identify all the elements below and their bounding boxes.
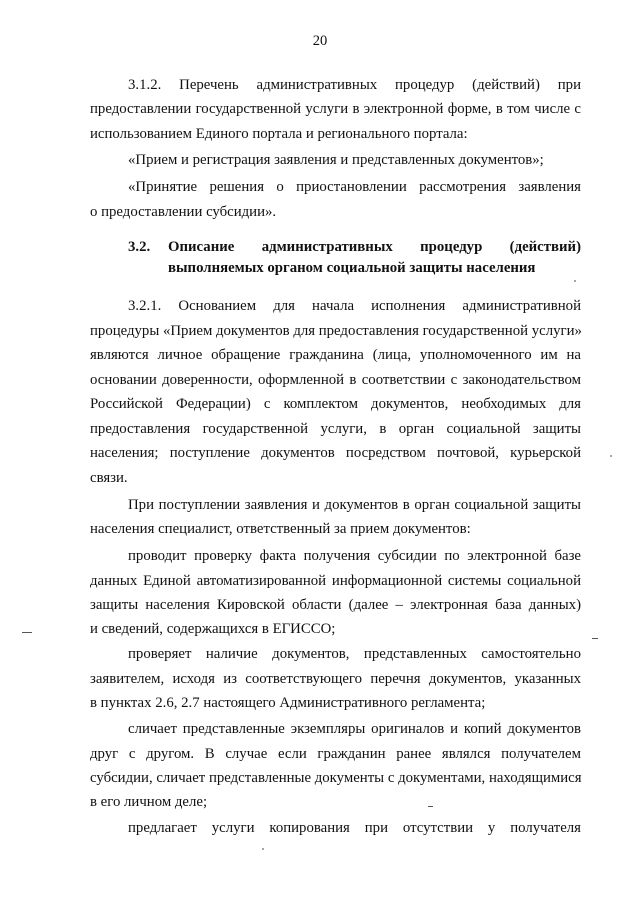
section-heading: Описание административных процедур (действий) <box>168 239 581 255</box>
text-line: населения специалист, ответственный за прием документов: <box>90 521 471 537</box>
text-line: предоставления государственной услуги, в орган социальной защиты <box>90 421 581 437</box>
text-line: использованием Единого портала и регионального портала: <box>90 126 468 142</box>
text-line: и сведений, содержащихся в ЕГИССО; <box>90 621 336 637</box>
text-line: данных Единой автоматизированной информационной системы социальной <box>90 573 581 589</box>
text-line: 3.1.2. Перечень административных процедур (действий) при <box>128 77 581 93</box>
text-line: предоставлении государственной услуги в электронной форме, в том числе с <box>90 101 581 117</box>
text-line: защиты населения Кировской области (далее – электронная база данных) <box>90 597 581 613</box>
scan-mark <box>592 638 598 639</box>
text-line: субсидии, сличает представленные документы с документами, находящимися <box>90 770 582 786</box>
scan-mark <box>428 806 433 807</box>
text-line: проводит проверку факта получения субсидии по электронной базе <box>128 548 581 564</box>
text-line: заявителем, исходя из соответствующего перечня документов, указанных <box>90 671 581 687</box>
page-number: 20 <box>312 33 328 49</box>
text-line: проверяет наличие документов, представленных самостоятельно <box>128 646 581 662</box>
text-line: в его личном деле; <box>90 794 208 810</box>
text-line: друг с другом. В случае если гражданин ранее являлся получателем <box>90 746 581 762</box>
text-line: в пунктах 2.6, 2.7 настоящего Административного регламента; <box>90 695 486 711</box>
text-line: связи. <box>90 470 128 486</box>
text-line: 3.2.1. Основанием для начала исполнения административной <box>128 298 581 314</box>
text-line: предлагает услуги копирования при отсутствии у получателя <box>128 820 581 836</box>
text-line: «Прием и регистрация заявления и представленных документов»; <box>128 152 544 168</box>
scan-speck <box>574 280 576 282</box>
text-line: «Принятие решения о приостановлении рассмотрения заявления <box>128 179 581 195</box>
scan-speck <box>262 848 264 850</box>
text-line: сличает представленные экземпляры оригиналов и копий документов <box>128 721 581 737</box>
scan-speck <box>610 455 612 457</box>
text-line: Российской Федерации) с комплектом документов, необходимых для <box>90 396 581 412</box>
section-heading-continued: выполняемых органом социальной защиты населения <box>168 260 536 276</box>
text-line: процедуры «Прием документов для предоставления государственной услуги» <box>90 323 582 339</box>
section-number: 3.2. <box>128 239 151 255</box>
text-line: являются личное обращение гражданина (лица, уполномоченного им на <box>90 347 581 363</box>
scan-mark <box>22 632 32 633</box>
text-line: основании доверенности, оформленной в соответствии с законодательством <box>90 372 581 388</box>
text-line: о предоставлении субсидии». <box>90 204 277 220</box>
text-line: населения; поступление документов посредством почтовой, курьерской <box>90 445 581 461</box>
text-line: При поступлении заявления и документов в орган социальной защиты <box>128 497 581 513</box>
